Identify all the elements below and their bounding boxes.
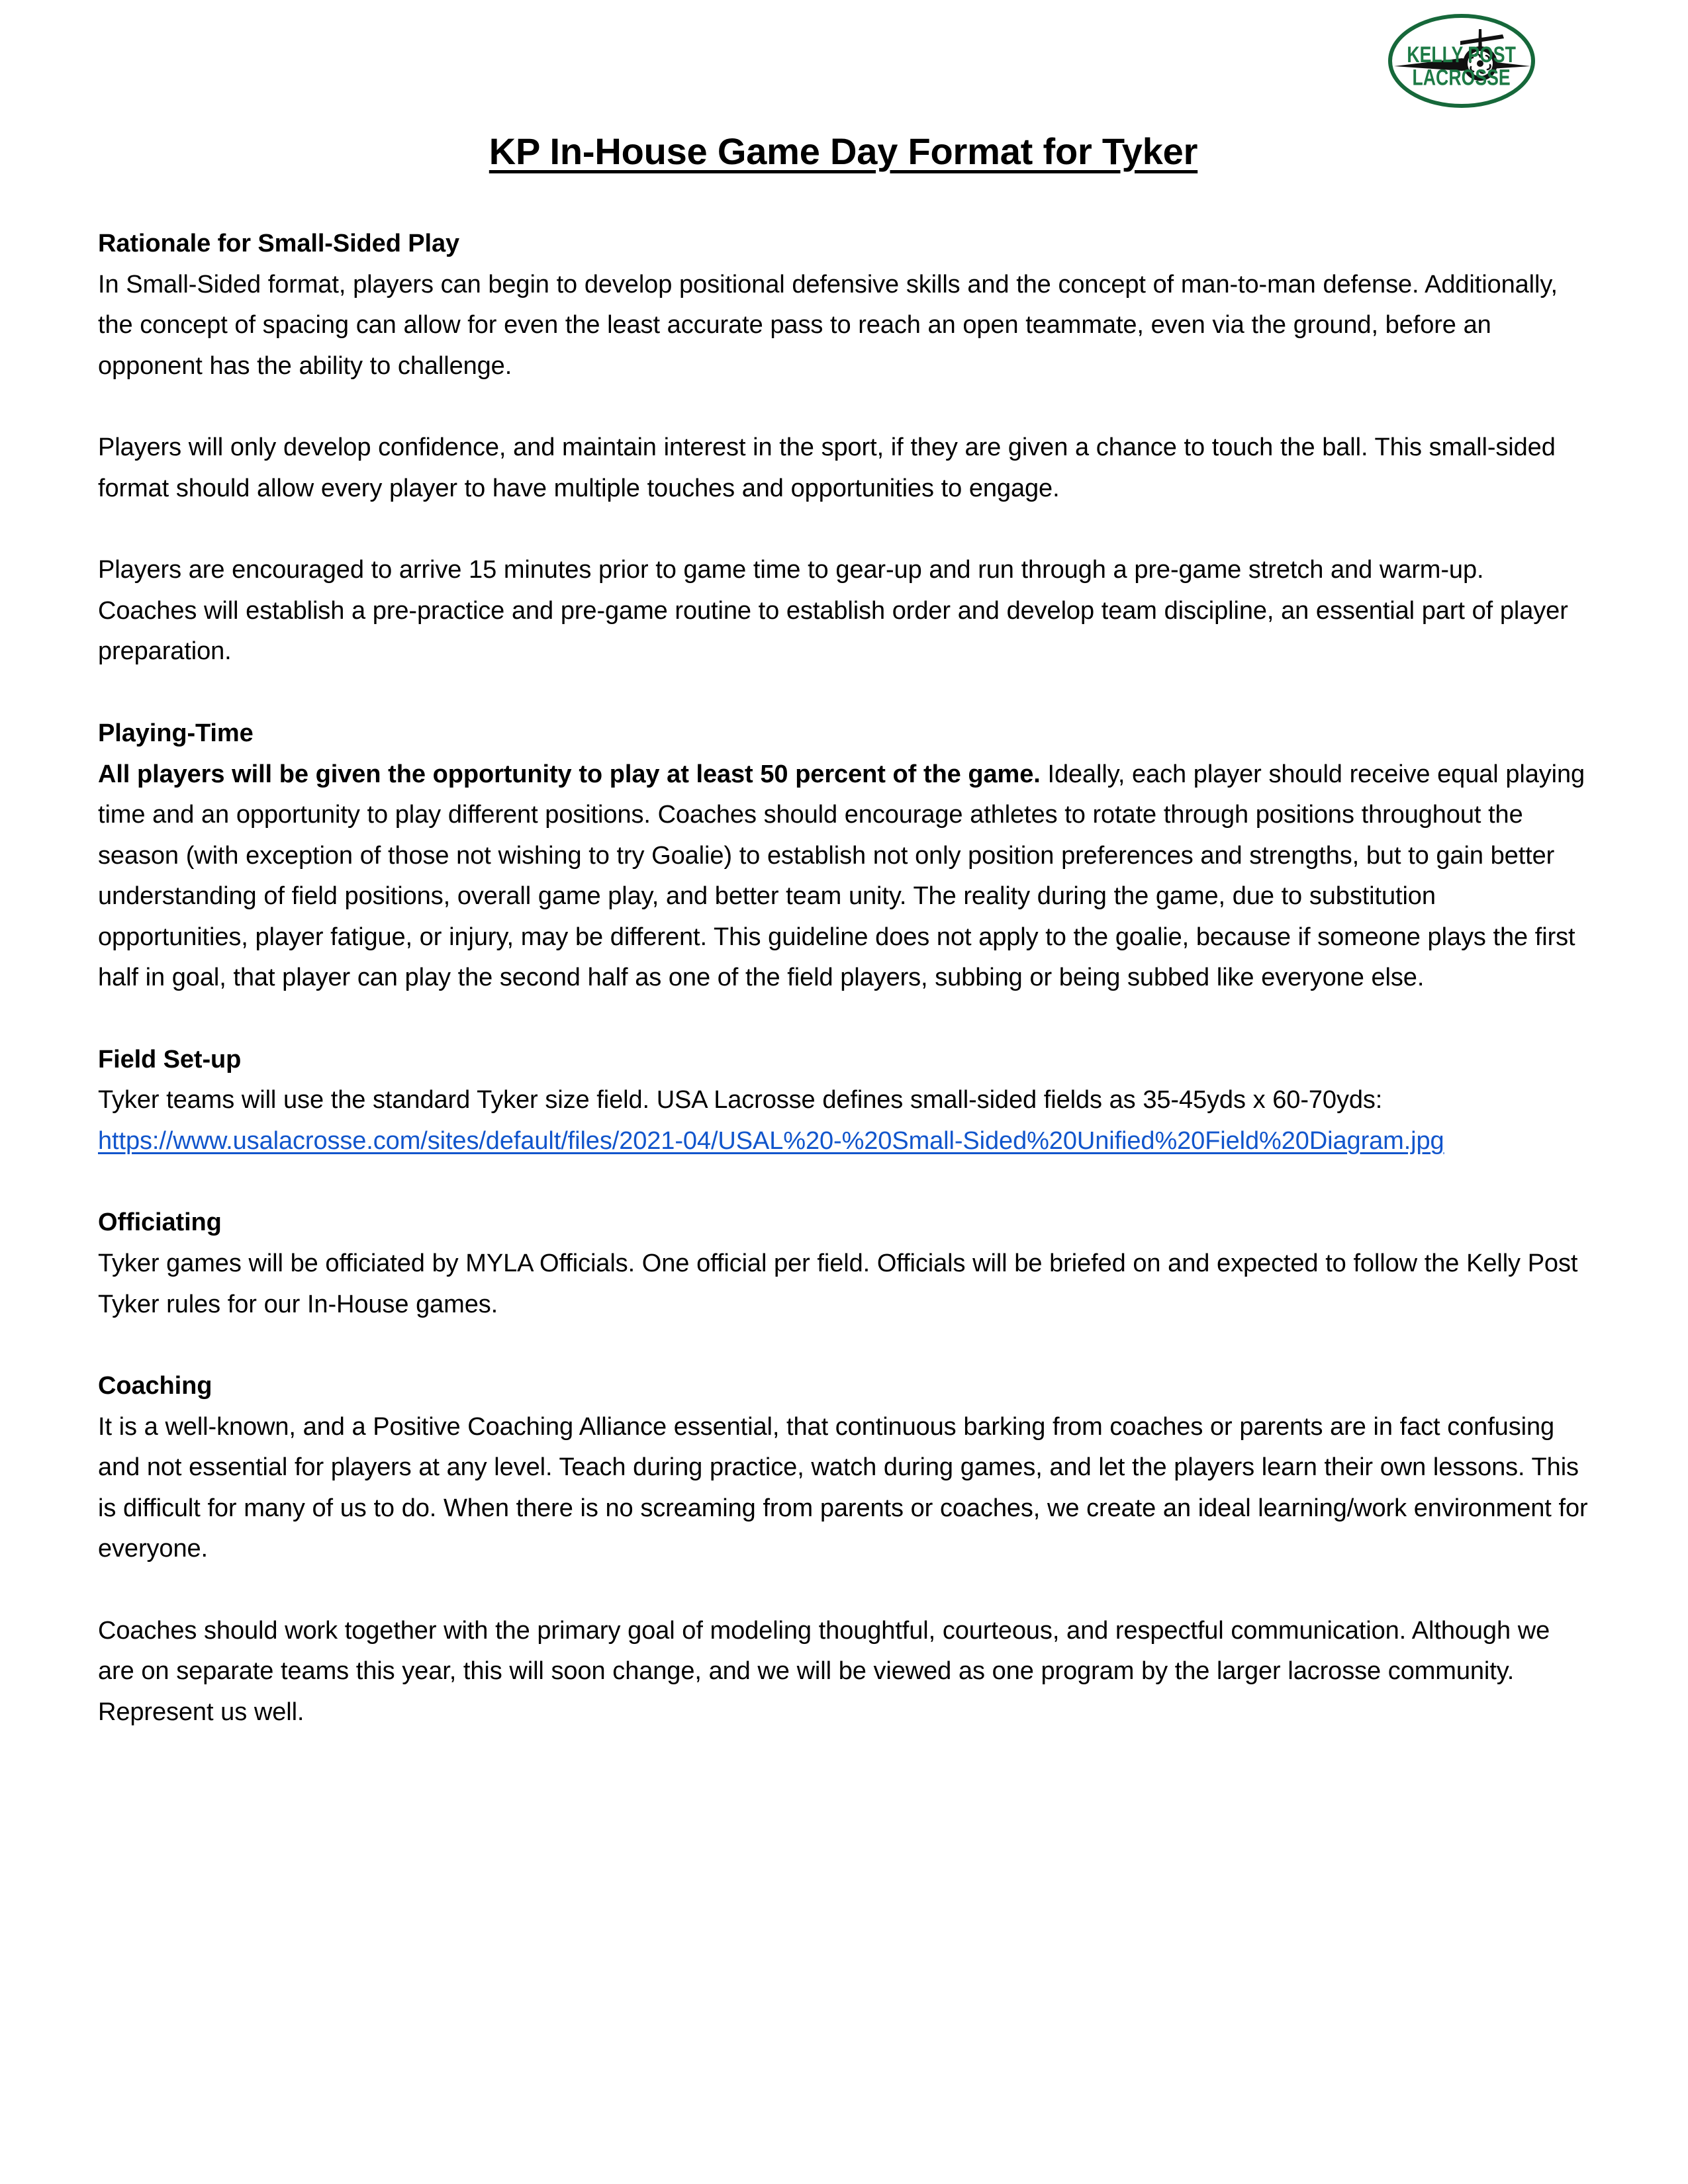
document-body: [98, 130, 1589, 1733]
sections-container: [98, 224, 1589, 1733]
text-run: Players will only develop confidence, and maintain interest in the sport, if they are given a chance to touch the ball. This small-sided format should allow every player to have multiple touches and opportunities to engage.: [98, 433, 1556, 502]
kelly-post-lacrosse-logo: [1382, 9, 1541, 115]
logo-line2: LACROSSE: [1412, 64, 1511, 91]
logo-graphic: [1382, 9, 1541, 115]
logo-line1: KELLY POST: [1407, 42, 1516, 68]
text-run: It is a well-known, and a Positive Coaching Alliance essential, that continuous barking from coaches or parents are in fact confusing and not essential for players at any level. Teach during practice, watch during games, and let the players learn their own lessons. This is difficult for many of us to do. When there is no screaming from parents or coaches, we create an ideal learning/work environment for everyone.: [98, 1412, 1588, 1563]
text-run: Ideally, each player should receive equal playing time and an opportunity to play different positions. Coaches should encourage athletes to rotate through positions throughout the season (with exception of those not wishing to try Goalie) to establish not only position preferences and strengths, but to gain better understanding of field positions, overall game play, and better team unity. The reality during the game, due to substitution opportunities, player fatigue, or injury, may be different. This guideline does not apply to the goalie, because if someone plays the first half in goal, that player can play the second half as one of the field players, subbing or being subbed like everyone else.: [98, 760, 1585, 992]
text-run: In Small-Sided format, players can begin to develop positional defensive skills and the concept of man-to-man defense. Additionally, the concept of spacing can allow for even the least accurate pass to reach an open teammate, even via the ground, before an opponent has the ability to challenge.: [98, 270, 1558, 380]
paragraph-gap: [98, 509, 1589, 550]
paragraph: [98, 265, 1589, 387]
field-diagram-link[interactable]: https://www.usalacrosse.com/sites/default/files/2021-04/USAL%20-%20Small-Sided%20Unified%20Field%20Diagram.jpg: [98, 1126, 1444, 1155]
text-run: Players are encouraged to arrive 15 minutes prior to game time to gear-up and run through a pre-game stretch and warm-up. Coaches will establish a pre-practice and pre-game routine to establish order and develop team discipline, an essential part of player preparation.: [98, 556, 1568, 666]
section-gap: [98, 999, 1589, 1040]
section-heading: Coaching: [98, 1372, 212, 1400]
section-gap: [98, 1161, 1589, 1203]
paragraph: [98, 550, 1589, 672]
paragraph-gap: [98, 387, 1589, 428]
section-heading: Playing-Time: [98, 719, 254, 747]
text-run: Coaches should work together with the primary goal of modeling thoughtful, courteous, and respectful communication. Although we are on separate teams this year, this will soon change, and we will be viewed as one program by the larger lacrosse community. Represent us well.: [98, 1616, 1550, 1726]
section-gap: [98, 672, 1589, 713]
paragraph: [98, 1080, 1589, 1121]
section-heading: Rationale for Small-Sided Play: [98, 230, 460, 258]
paragraph-gap: [98, 1570, 1589, 1611]
paragraph: [98, 1407, 1589, 1570]
text-run: Tyker teams will use the standard Tyker size field. USA Lacrosse defines small-sided fields as 35-45yds x 60-70yds:: [98, 1086, 1383, 1115]
page-title: KP In-House Game Day Format for Tyker: [489, 130, 1198, 172]
paragraph: [98, 1611, 1589, 1733]
bold-run: All players will be given the opportunity to play at least 50 percent of the game.: [98, 760, 1041, 788]
text-run: Tyker games will be officiated by MYLA Officials. One official per field. Officials will be briefed on and expected to follow the Kelly Post Tyker rules for our In-House games.: [98, 1250, 1578, 1318]
paragraph: [98, 1244, 1589, 1325]
paragraph: [98, 754, 1589, 999]
section-heading: Officiating: [98, 1208, 222, 1237]
link-paragraph: [98, 1121, 1589, 1162]
section-heading: Field Set-up: [98, 1045, 242, 1073]
section-gap: [98, 1325, 1589, 1366]
paragraph: [98, 428, 1589, 509]
